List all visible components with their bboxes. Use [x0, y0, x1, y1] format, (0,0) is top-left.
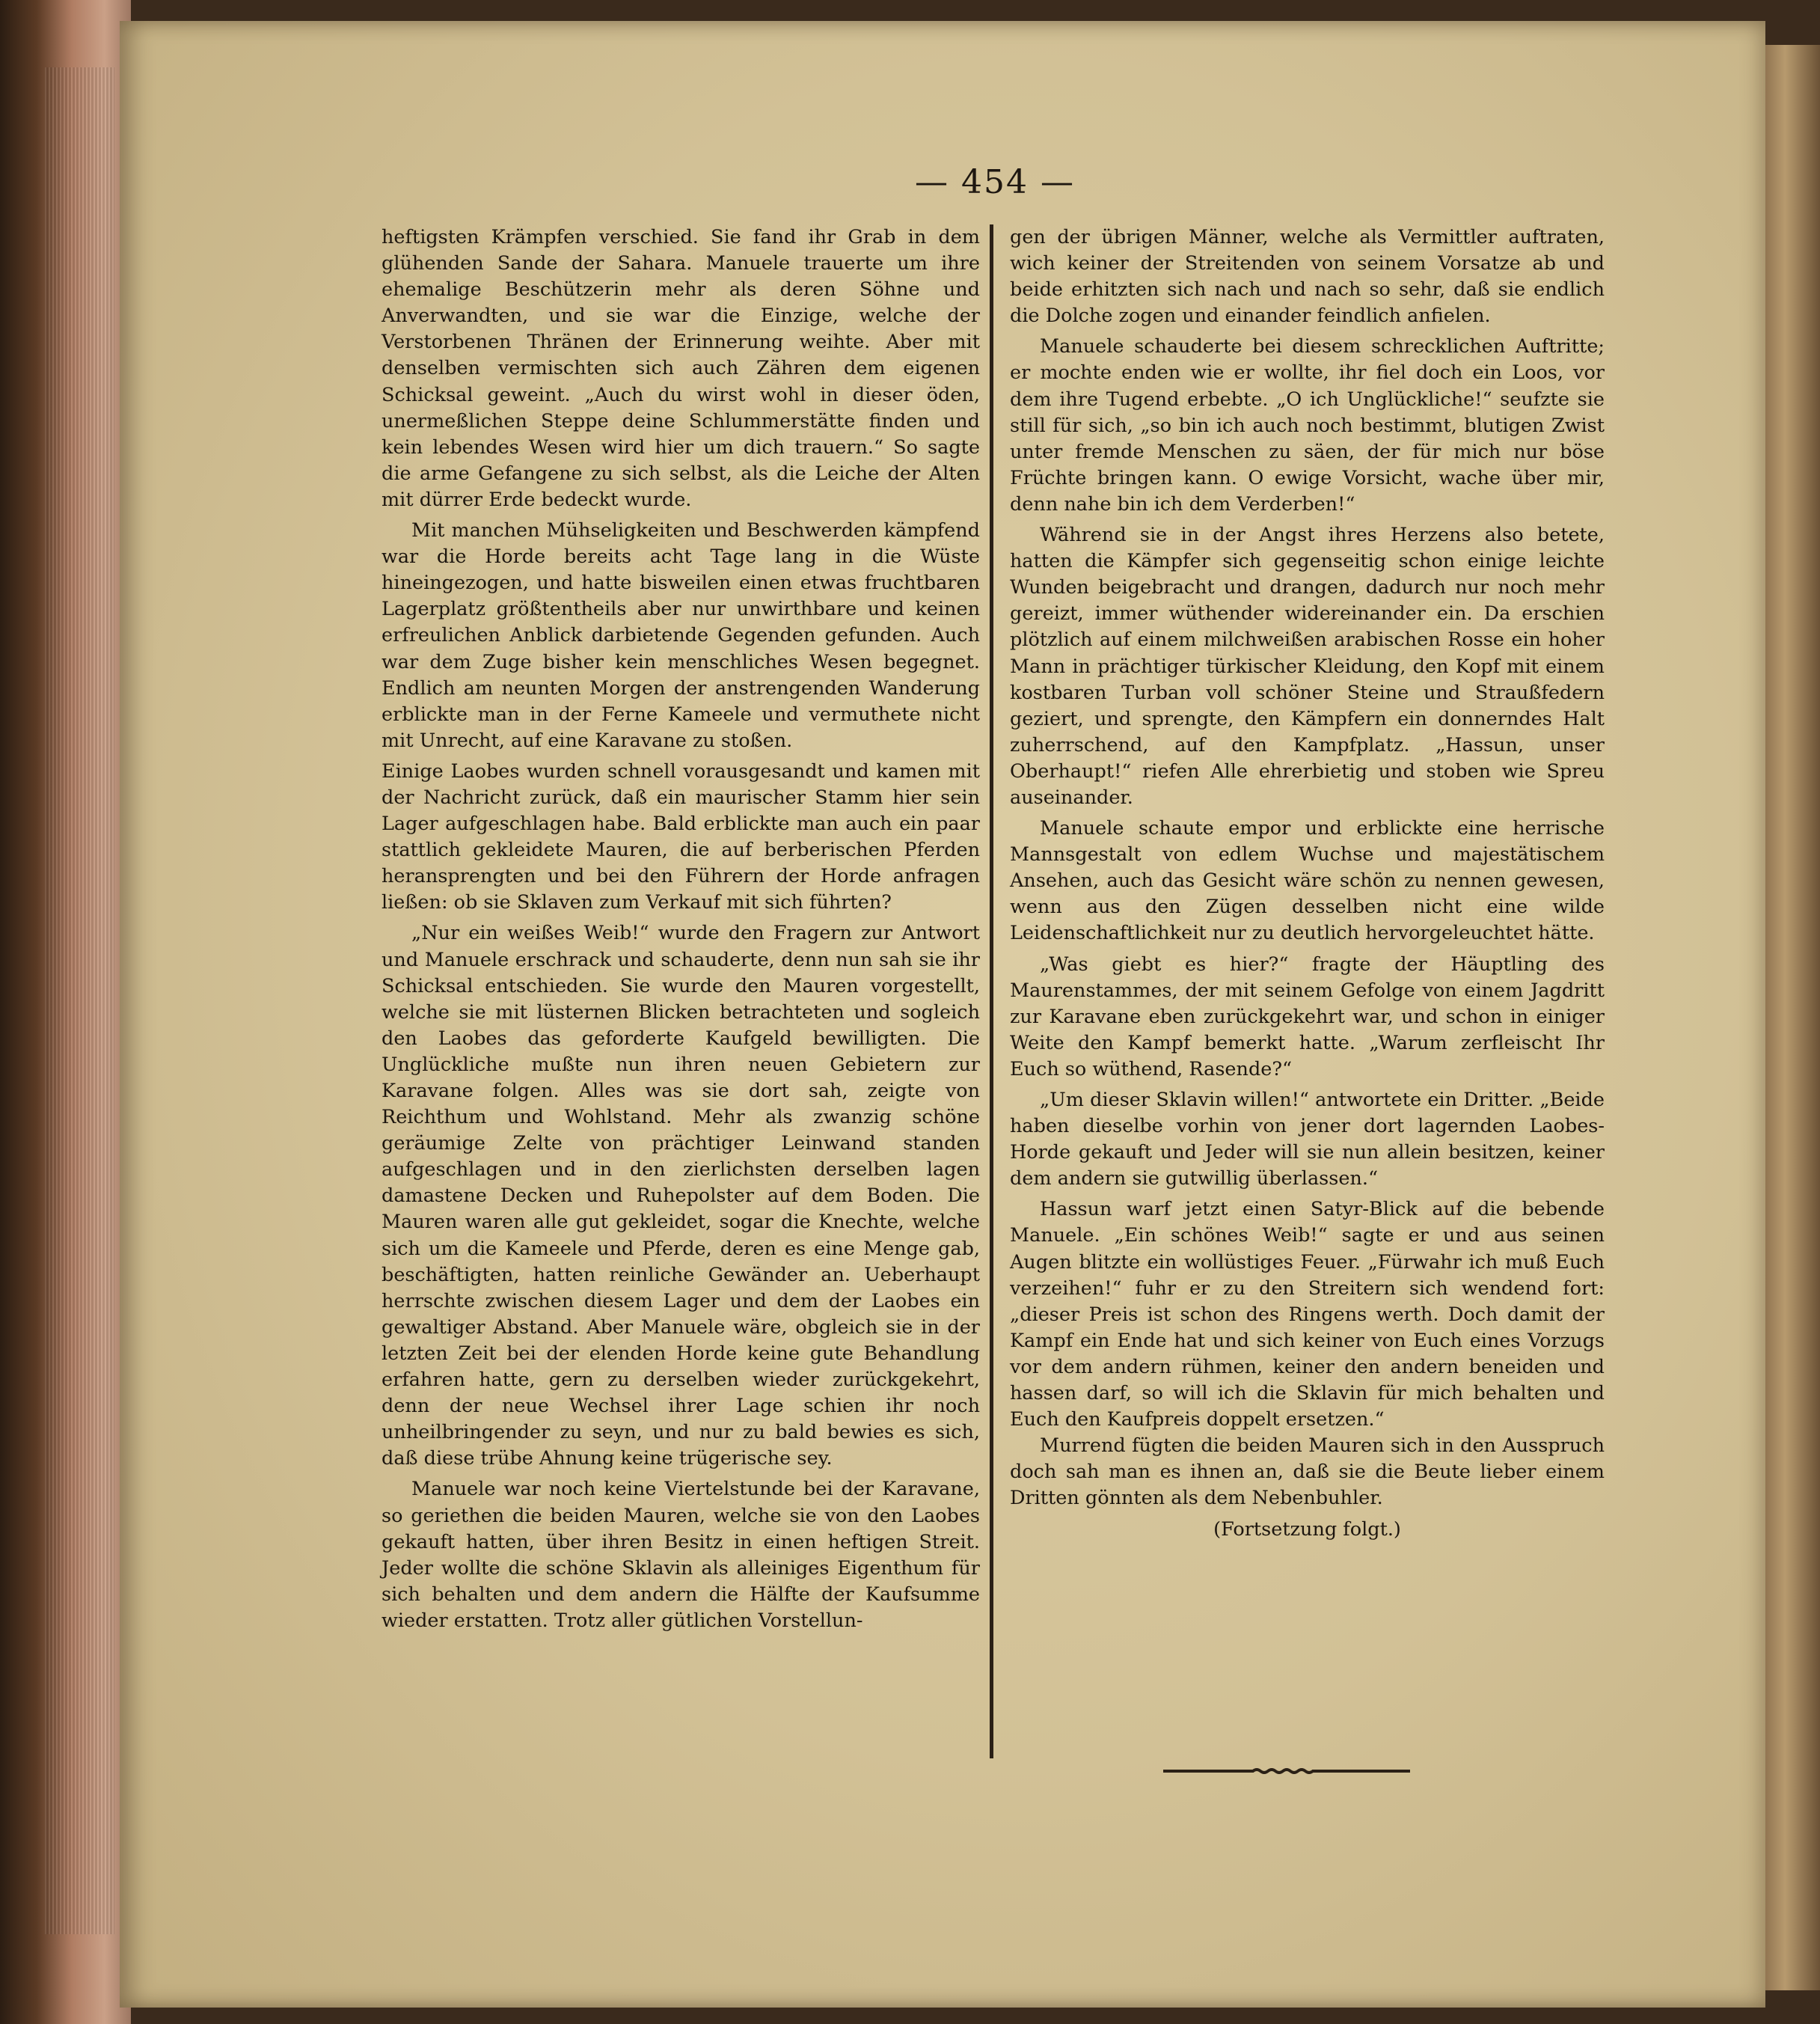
paragraph: Einige Laobes wurden schnell vorausgesandt und kamen mit der Nachricht zurück, daß ein maurischer Stamm hier sein Lager aufgeschlagen habe. Bald erblickte man auch ein paar stattlich gekleidete Mauren, die auf berberischen Pferden heransprengten und bei den Führern der Horde anfragen ließen: ob sie Sklaven zum Verkauf mit sich führten?	[382, 759, 980, 914]
paragraph: Manuele schaute empor und erblickte eine herrische Mannsgestalt von edlem Wuchse und majestätischem Ansehen, auch das Gesicht wäre schön zu nennen gewesen, wenn aus den Zügen desselben nicht eine wilde Leidenschaftlichkeit nur zu deutlich hervorgeleuchtet hätte.	[1010, 817, 1605, 945]
book-page-edges	[0, 0, 131, 2024]
left-text-column	[382, 224, 980, 1634]
paragraph: „Um dieser Sklavin willen!“ antwortete ein Dritter. „Beide haben dieselbe vorhin von jener dort lagernden Laobes-Horde gekauft und Jeder will sie nun allein besitzen, keiner dem andern sie gutwillig überlassen.“	[1010, 1089, 1605, 1190]
right-text-column	[1010, 224, 1605, 1543]
end-ornament-rule	[1163, 1767, 1410, 1775]
paragraph: Murrend fügten die beiden Mauren sich in den Ausspruch doch sah man es ihnen an, daß sie die Beute lieber einem Dritten gönnten als dem Nebenbuhler.	[1010, 1434, 1605, 1510]
column-divider	[990, 224, 993, 1758]
book-right-edge	[1762, 45, 1820, 1990]
paragraph: Während sie in der Angst ihres Herzens also betete, hatten die Kämpfer sich gegenseitig schon einige leichte Wunden beigebracht und drangen, dadurch nur noch mehr gereizt, immer wüthender widereinander ein. Da erschien plötzlich auf einem milchweißen arabischen Rosse ein hoher Mann in prächtiger türkischer Kleidung, den Kopf mit einem kostbaren Turban voll schöner Steine und Straußfedern geziert, und sprengte, den Kämpfern ein donnerndes Halt zuherrschend, auf den Kampfplatz. „Hassun, unser Oberhaupt!“ riefen Alle ehrerbietig und stoben wie Spreu auseinander.	[1010, 524, 1605, 809]
page-number: — 454 —	[915, 163, 1075, 201]
paragraph: „Was giebt es hier?“ fragte der Häuptling des Maurenstammes, der mit seinem Gefolge von einem Jagdritt zur Karavane eben zurückgekehrt war, und schon in einiger Weite den Kampf bemerkt hatte. „Warum zerfleischt Ihr Euch so wüthend, Rasende?“	[1010, 953, 1605, 1080]
page-stack-texture	[45, 67, 114, 1934]
paragraph: Manuele schauderte bei diesem schrecklichen Auftritte; er mochte enden wie er wollte, ihr fiel doch ein Loos, vor dem ihre Tugend erbebte. „O ich Unglückliche!“ seufzte sie still für sich, „so bin ich auch noch bestimmt, blutigen Zwist unter fremde Menschen zu säen, der für mich nur böse Früchte bringen kann. O ewige Vorsicht, wache über mir, denn nahe bin ich dem Verderben!“	[1010, 335, 1605, 516]
paragraph: gen der übrigen Männer, welche als Vermittler auftraten, wich keiner der Streitenden von seinem Vorsatze ab und beide erhitzten sich nach und nach so sehr, daß sie endlich die Dolche zogen und einander feindlich anfielen.	[1010, 226, 1605, 328]
paragraph: Hassun warf jetzt einen Satyr-Blick auf die bebende Manuele. „Ein schönes Weib!“ sagte er und aus seinen Augen blitzte ein wollüstiges Feuer. „Fürwahr ich muß Euch verzeihen!“ fuhr er zu den Streitern sich wendend fort: „dieser Preis ist schon des Ringens werth. Doch damit der Kampf ein Ende hat und sich keiner von Euch eines Vorzugs vor dem andern rühmen, keiner den andern beneiden und hassen darf, so will ich die Sklavin für mich behalten und Euch den Kaufpreis doppelt ersetzen.“	[1010, 1198, 1605, 1431]
paragraph: Manuele war noch keine Viertelstunde bei der Karavane, so geriethen die beiden Mauren, welche sie von den Laobes gekauft hatten, über ihren Besitz in einen heftigen Streit. Jeder wollte die schöne Sklavin als alleiniges Eigenthum für sich behalten und dem andern die Hälfte der Kaufsumme wieder erstatten. Trotz aller gütlichen Vorstellun-	[382, 1478, 980, 1632]
paragraph: „Nur ein weißes Weib!“ wurde den Fragern zur Antwort und Manuele erschrack und schauderte, denn nun sah sie ihr Schicksal entschieden. Sie wurde den Mauren vorgestellt, welche sie mit lüsternen Blicken betrachteten und sogleich den Laobes das geforderte Kaufgeld bewilligten. Die Unglückliche mußte nun ihren neuen Gebietern zur Karavane folgen. Alles was sie dort sah, zeigte von Reichthum und Wohlstand. Mehr als zwanzig schöne geräumige Zelte von prächtiger Leinwand standen aufgeschlagen und in den zierlichsten derselben lagen damastene Decken und Ruhepolster auf dem Boden. Die Mauren waren alle gut gekleidet, sogar die Knechte, welche sich um die Kameele und Pferde, deren es eine Menge gab, beschäftigten, hatten reinliche Gewänder an. Ueberhaupt herrschte zwischen diesem Lager und dem der Laobes ein gewaltiger Abstand. Aber Manuele wäre, obgleich sie in der letzten Zeit bei der elenden Horde keine gute Behandlung erfahren hatte, gern zu derselben wieder zurückgekehrt, denn der neue Wechsel ihrer Lage schien ihr noch unheilbringender zu seyn, und nur zu bald bewies es sich, daß diese trübe Ahnung keine trügerische sey.	[382, 922, 980, 1470]
paragraph: heftigsten Krämpfen verschied. Sie fand ihr Grab in dem glühenden Sande der Sahara. Manuele trauerte um ihre ehemalige Beschützerin mehr als deren Söhne und Anverwandten, und sie war die Einzige, welche der Verstorbenen Thränen der Erinnerung weihte. Aber mit denselben vermischten sich auch Zähren dem eigenen Schicksal geweint. „Auch du wirst wohl in dieser öden, unermeßlichen Steppe deine Schlummerstätte finden und kein lebendes Wesen wird hier um dich trauern.“ So sagte die arme Gefangene zu sich selbst, als die Leiche der Alten mit dürrer Erde bedeckt wurde.	[382, 226, 980, 511]
paragraph: Mit manchen Mühseligkeiten und Beschwerden kämpfend war die Horde bereits acht Tage lang in die Wüste hineingezogen, und hatte bisweilen einen etwas fruchtbaren Lagerplatz größtentheils aber nur unwirthbare und keinen erfreulichen Anblick darbietende Gegenden gefunden. Auch war dem Zuge bisher kein menschliches Wesen begegnet. Endlich am neunten Morgen der anstrengenden Wanderung erblickte man in der Ferne Kameele und vermuthete nicht mit Unrecht, auf eine Karavane zu stoßen.	[382, 519, 980, 752]
continuation-note: (Fortsetzung folgt.)	[1213, 1517, 1401, 1541]
